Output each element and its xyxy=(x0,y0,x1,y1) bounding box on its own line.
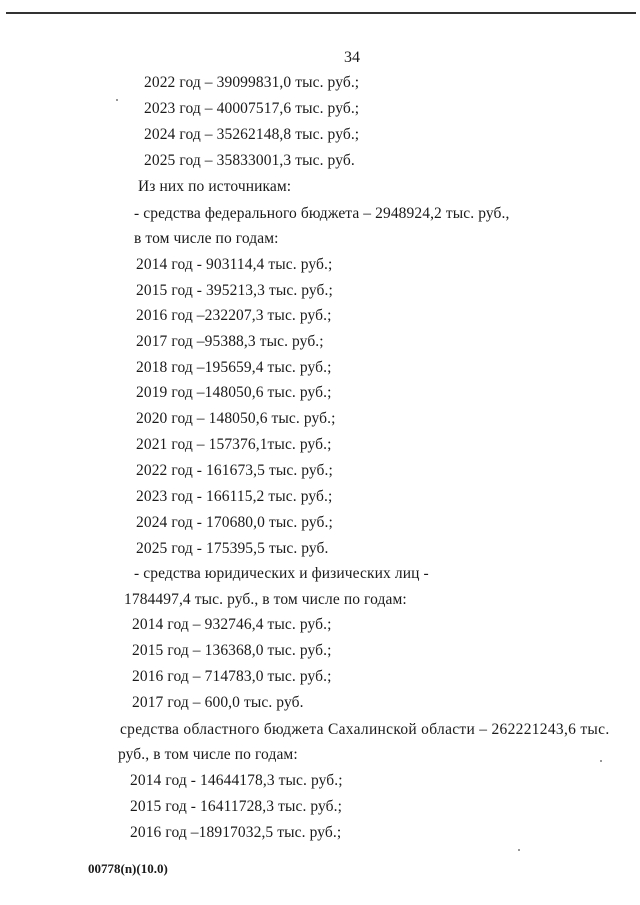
text-line: 2017 год – 600,0 тыс. руб. xyxy=(132,694,304,711)
text-line: 2021 год – 157376,1тыс. руб.; xyxy=(136,436,332,453)
text-line: 2014 год - 14644178,3 тыс. руб.; xyxy=(130,772,343,789)
page-number: 34 xyxy=(344,49,360,66)
scan-speck xyxy=(518,849,520,851)
text-line: - средства федерального бюджета – 2948924,2 тыс. руб., xyxy=(134,205,510,222)
text-line: 2025 год - 175395,5 тыс. руб. xyxy=(136,540,329,557)
text-line: 2018 год –195659,4 тыс. руб.; xyxy=(136,359,332,376)
text-line: 2015 год – 136368,0 тыс. руб.; xyxy=(132,642,332,659)
scan-speck xyxy=(116,99,118,101)
text-line: 2016 год – 714783,0 тыс. руб.; xyxy=(132,668,332,685)
text-line: 2017 год –95388,3 тыс. руб.; xyxy=(136,333,324,350)
text-line: руб., в том числе по годам: xyxy=(118,746,298,763)
text-line: 2019 год –148050,6 тыс. руб.; xyxy=(136,384,332,401)
text-line: 2015 год - 16411728,3 тыс. руб.; xyxy=(130,798,343,815)
text-line: - средства юридических и физических лиц - xyxy=(134,565,429,582)
text-line: 2020 год – 148050,6 тыс. руб.; xyxy=(136,410,336,427)
text-line: 2022 год - 161673,5 тыс. руб.; xyxy=(136,462,333,479)
top-rule xyxy=(6,12,636,14)
text-line: 2023 год - 166115,2 тыс. руб.; xyxy=(136,488,333,505)
text-line: средства областного бюджета Сахалинской области – 262221243,6 тыс. xyxy=(120,721,610,738)
text-line: 2015 год - 395213,3 тыс. руб.; xyxy=(136,282,333,299)
text-line: 2025 год – 35833001,3 тыс. руб. xyxy=(144,152,355,169)
text-line: 1784497,4 тыс. руб., в том числе по годам: xyxy=(124,591,407,608)
text-line: 2016 год –232207,3 тыс. руб.; xyxy=(136,307,332,324)
footer-document-code: 00778(n)(10.0) xyxy=(88,861,168,876)
text-line: 2024 год - 170680,0 тыс. руб.; xyxy=(136,514,333,531)
text-line: 2022 год – 39099831,0 тыс. руб.; xyxy=(144,74,360,91)
text-line: в том числе по годам: xyxy=(134,230,279,247)
scan-speck xyxy=(600,760,602,762)
text-line: 2014 год - 903114,4 тыс. руб.; xyxy=(136,256,333,273)
text-line: 2016 год –18917032,5 тыс. руб.; xyxy=(130,824,342,841)
text-line: 2024 год – 35262148,8 тыс. руб.; xyxy=(144,126,360,143)
text-line: 2014 год – 932746,4 тыс. руб.; xyxy=(132,616,332,633)
text-line: 2023 год – 40007517,6 тыс. руб.; xyxy=(144,100,360,117)
text-line: Из них по источникам: xyxy=(138,178,292,195)
